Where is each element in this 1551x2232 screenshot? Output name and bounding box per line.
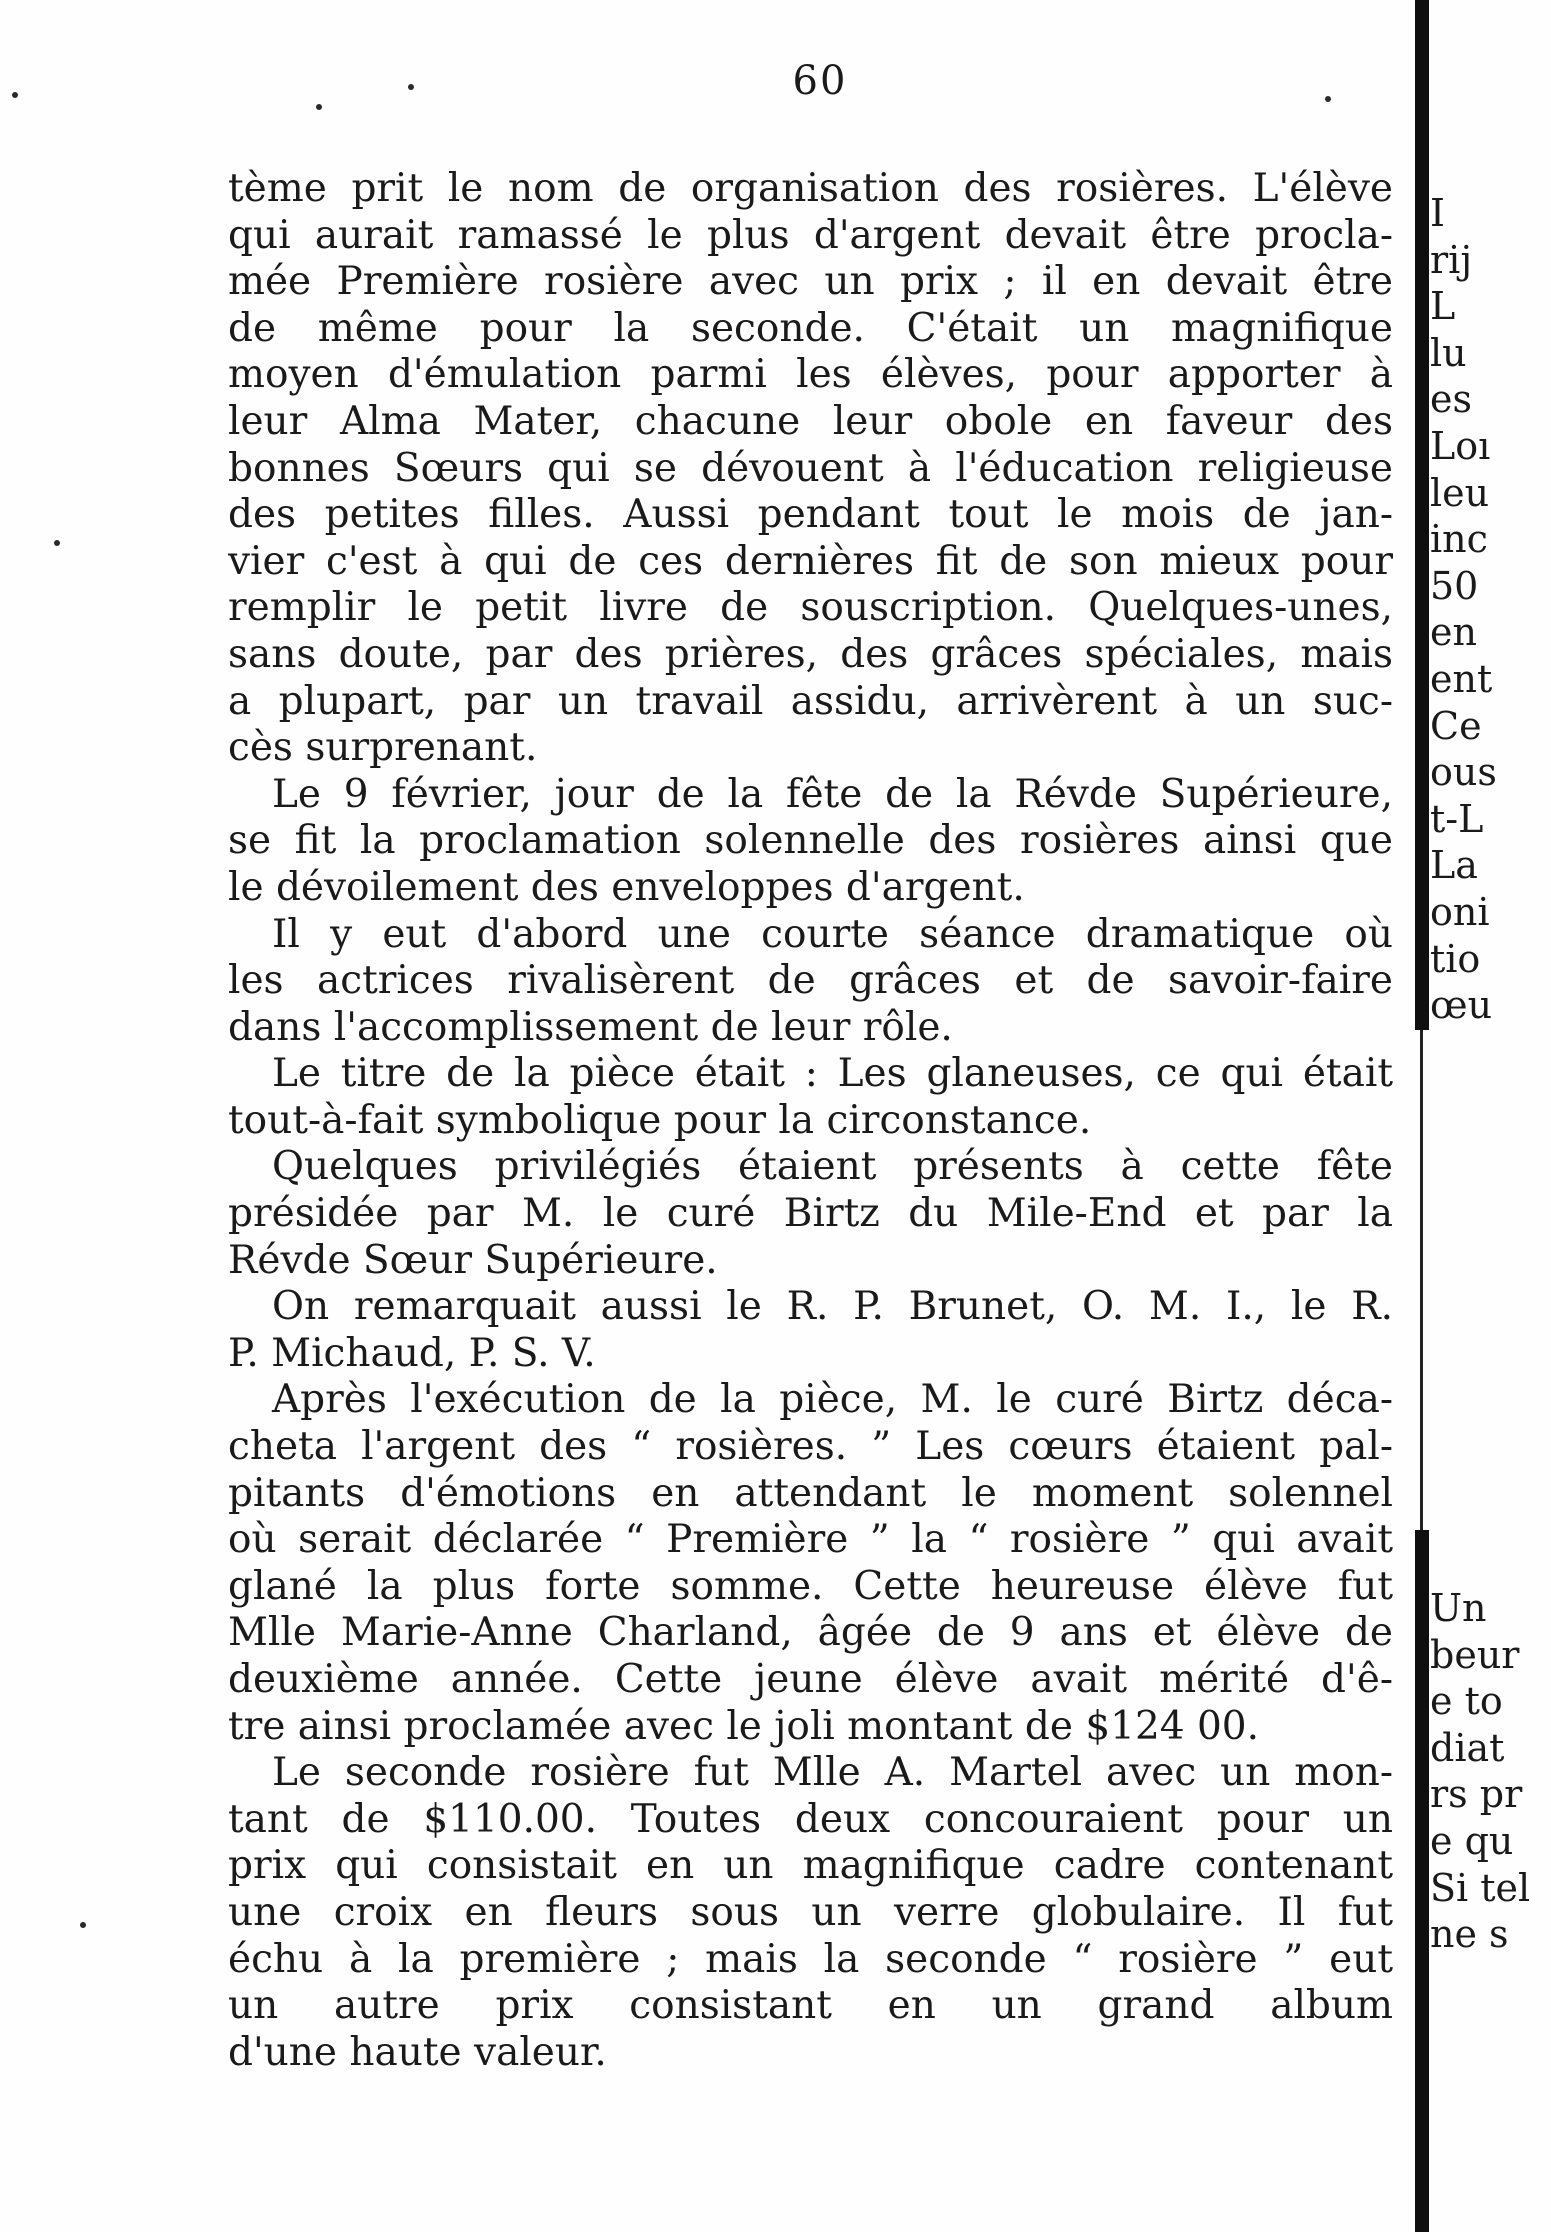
margin-fragment: ent bbox=[1430, 656, 1493, 701]
paragraph bbox=[228, 1750, 1393, 2076]
text-line: d'une haute valeur. bbox=[228, 2029, 607, 2075]
paragraph bbox=[228, 1144, 1393, 1284]
paragraph bbox=[228, 772, 1393, 912]
scan-speck bbox=[408, 84, 414, 90]
text-line: moyen d'émulation parmi les élèves, pour apporter à bbox=[228, 352, 1393, 398]
margin-fragment: en bbox=[1430, 610, 1477, 655]
margin-fragment: inc bbox=[1430, 517, 1488, 562]
text-line: Le seconde rosière fut Mlle A. Martel avec un mon- bbox=[272, 1750, 1393, 1796]
margin-fragment: e to bbox=[1430, 1679, 1503, 1724]
text-line: prix qui consistait en un magnifique cadre contenant bbox=[228, 1843, 1393, 1889]
margin-fragment: Si tel bbox=[1430, 1865, 1531, 1910]
page-gutter-gap bbox=[1411, 1030, 1435, 1530]
text-line: où serait déclarée “ Première ” la “ rosière ” qui avait bbox=[228, 1517, 1393, 1563]
text-line: Il y eut d'abord une courte séance dramatique où bbox=[272, 911, 1393, 957]
text-line: tème prit le nom de organisation des rosières. L'élève bbox=[228, 166, 1393, 211]
text-line: présidée par M. le curé Birtz du Mile-End et par la bbox=[228, 1191, 1393, 1237]
paragraph bbox=[228, 1051, 1393, 1144]
text-line: un autre prix consistant en un grand album bbox=[228, 1983, 1393, 2029]
text-line: tout-à-fait symbolique pour la circonstance. bbox=[228, 1097, 1092, 1143]
paragraph bbox=[228, 1377, 1393, 1750]
margin-fragment: L bbox=[1430, 284, 1456, 329]
margin-fragment: lu bbox=[1430, 330, 1467, 375]
text-line: deuxième année. Cette jeune élève avait mérité d'ê- bbox=[228, 1657, 1393, 1702]
text-line: tre ainsi proclamée avec le joli montant de $124 00. bbox=[228, 1703, 1259, 1749]
adjacent-page-fragments-top bbox=[1430, 190, 1551, 1029]
margin-fragment: œu bbox=[1430, 983, 1493, 1028]
text-line: pitants d'émotions en attendant le moment solennel bbox=[228, 1470, 1393, 1516]
text-line: le dévoilement des enveloppes d'argent. bbox=[228, 864, 1025, 910]
scan-speck bbox=[80, 1922, 86, 1928]
text-line: les actrices rivalisèrent de grâces et de savoir-faire bbox=[228, 958, 1393, 1004]
text-line: sans doute, par des prières, des grâces spéciales, mais bbox=[228, 631, 1393, 677]
adjacent-page-fragments-bottom bbox=[1430, 1585, 1551, 1958]
text-line: glané la plus forte somme. Cette heureuse élève fut bbox=[228, 1563, 1393, 1609]
page-gutter-thin-edge bbox=[1420, 1030, 1423, 1530]
text-line: bonnes Sœurs qui se dévouent à l'éducation religieuse bbox=[228, 445, 1393, 491]
text-line: cheta l'argent des “ rosières. ” Les cœurs étaient pal- bbox=[228, 1424, 1393, 1470]
margin-fragment: oni bbox=[1430, 889, 1490, 934]
margin-fragment: rij bbox=[1430, 237, 1473, 282]
text-line: Quelques privilégiés étaient présents à cette fête bbox=[272, 1144, 1393, 1190]
text-line: Le titre de la pièce était : Les glaneuses, ce qui était bbox=[272, 1051, 1393, 1097]
text-line: P. Michaud, P. S. V. bbox=[228, 1330, 596, 1376]
text-line: des petites filles. Aussi pendant tout le mois de jan- bbox=[228, 492, 1393, 538]
text-line: mée Première rosière avec un prix ; il en devait être bbox=[228, 259, 1393, 305]
text-line: de même pour la seconde. C'était un magnifique bbox=[228, 305, 1393, 351]
text-line: tant de $110.00. Toutes deux concouraient pour un bbox=[228, 1796, 1393, 1842]
margin-fragment: Un bbox=[1430, 1586, 1487, 1630]
scan-speck bbox=[316, 104, 322, 110]
main-text-column bbox=[228, 166, 1393, 2076]
text-line: cès surprenant. bbox=[228, 725, 538, 771]
text-line: Après l'exécution de la pièce, M. le curé Birtz déca- bbox=[272, 1377, 1393, 1423]
scan-speck bbox=[54, 540, 60, 546]
text-line: Révde Sœur Supérieure. bbox=[228, 1237, 718, 1283]
text-line: Le 9 février, jour de la fête de la Révde Supérieure, bbox=[272, 771, 1393, 817]
paragraph bbox=[228, 1284, 1393, 1377]
scan-speck bbox=[1325, 96, 1331, 102]
margin-fragment: beur bbox=[1430, 1632, 1520, 1677]
text-line: leur Alma Mater, chacune leur obole en faveur des bbox=[228, 398, 1393, 444]
text-line: qui aurait ramassé le plus d'argent devait être procla- bbox=[228, 212, 1393, 258]
text-line: Mlle Marie-Anne Charland, âgée de 9 ans et élève de bbox=[228, 1610, 1393, 1656]
text-line: une croix en fleurs sous un verre globulaire. Il fut bbox=[228, 1889, 1393, 1935]
margin-fragment: diat bbox=[1430, 1725, 1505, 1770]
margin-fragment: La bbox=[1430, 843, 1478, 888]
margin-fragment: leu bbox=[1430, 470, 1490, 515]
page-number: 60 bbox=[792, 58, 848, 104]
margin-fragment: 50 bbox=[1430, 563, 1479, 608]
margin-fragment: I bbox=[1430, 191, 1446, 235]
margin-fragment: tio bbox=[1430, 936, 1481, 981]
margin-fragment: Loı bbox=[1430, 423, 1491, 468]
text-line: dans l'accomplissement de leur rôle. bbox=[228, 1004, 953, 1050]
paragraph bbox=[228, 166, 1393, 772]
margin-fragment: e qu bbox=[1430, 1818, 1514, 1863]
margin-fragment: ous bbox=[1430, 750, 1497, 795]
text-line: On remarquait aussi le R. P. Brunet, O. M. I., le R. bbox=[272, 1284, 1393, 1330]
paragraph bbox=[228, 912, 1393, 1052]
text-line: remplir le petit livre de souscription. Quelques-unes, bbox=[228, 585, 1393, 631]
scan-speck bbox=[12, 92, 18, 98]
text-line: a plupart, par un travail assidu, arrivèrent à un suc- bbox=[228, 678, 1393, 724]
margin-fragment: Ce bbox=[1430, 703, 1482, 748]
margin-fragment: ne s bbox=[1430, 1912, 1509, 1957]
margin-fragment: t-L bbox=[1430, 796, 1484, 841]
margin-fragment: rs pr bbox=[1430, 1772, 1523, 1817]
margin-fragment: es bbox=[1430, 377, 1472, 422]
text-line: vier c'est à qui de ces dernières fit de son mieux pour bbox=[228, 538, 1393, 584]
text-line: échu à la première ; mais la seconde “ rosière ” eut bbox=[228, 1936, 1393, 1982]
text-line: se fit la proclamation solennelle des rosières ainsi que bbox=[228, 818, 1393, 864]
